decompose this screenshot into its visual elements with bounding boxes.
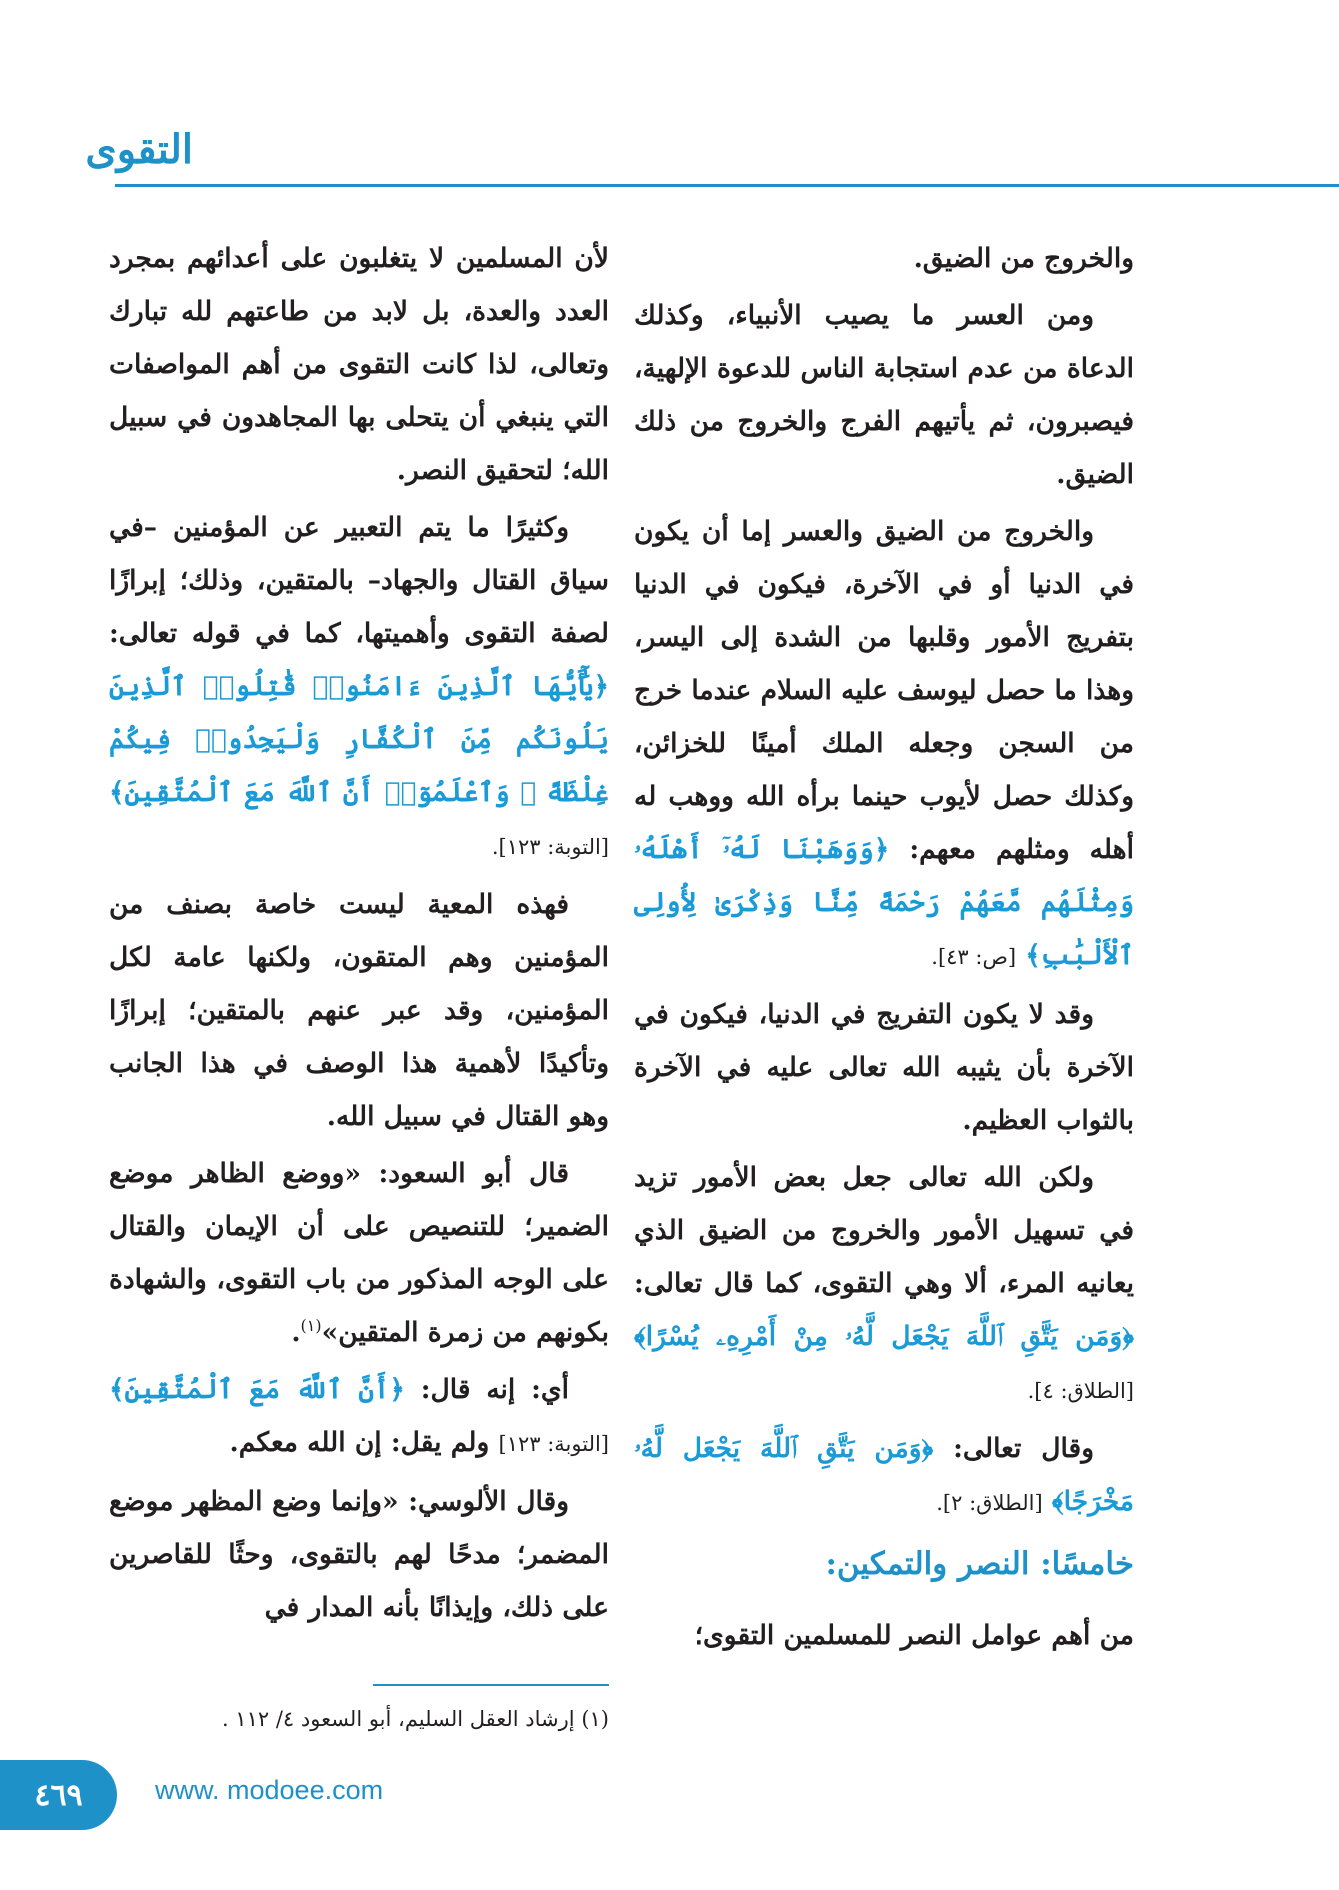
paragraph: ومن العسر ما يصيب الأنبياء، وكذلك الدعاة من عدم استجابة الناس للدعوة الإلهية، فيصبرون، ثم يأتيهم الفرج والخروج من ذلك الضيق. (634, 300, 1134, 490)
quran-verse: ﴿وَمَن يَتَّقِ ٱللَّهَ يَجْعَل لَّهُۥ مِنْ أَمْرِهِۦ يُسْرًا﴾ (634, 1321, 1134, 1352)
paragraph (634, 1422, 1134, 1530)
quran-verse: ﴿وَوَهَبْنَا لَهُۥٓ أَهْلَهُۥ وَمِثْلَهُم مَّعَهُمْ رَحْمَةً مِّنَّا وَذِكْرَىٰ لِأُولِى ٱلْأَلْبَٰبِ﴾ (634, 834, 1134, 971)
paragraph-text: أي: إنه قال: (420, 1374, 569, 1405)
paragraph: من أهم عوامل النصر للمسلمين التقوى؛ (694, 1620, 1134, 1651)
page-number-badge: ٤٦٩ (0, 1760, 117, 1830)
paragraph-end: ولم يقل: إن الله معكم. (229, 1427, 490, 1458)
paragraph-text: ولكن الله تعالى جعل بعض الأمور تزيد في تسهيل الأمور والخروج من الضيق الذي يعانيه المرء، ألا وهي التقوى، كما قال تعالى: (634, 1162, 1134, 1299)
paragraph: والخروج من الضيق. (913, 243, 1134, 274)
section-heading: خامسًا: النصر والتمكين: (825, 1546, 1134, 1582)
paragraph (109, 1147, 609, 1359)
verse-reference: [الطلاق: ٢]. (936, 1491, 1043, 1515)
verse-reference: [ص: ٤٣]. (931, 945, 1017, 969)
footnote (109, 1702, 609, 1736)
paragraph-text: والخروج من الضيق والعسر إما أن يكون في الدنيا أو في الآخرة، فيكون في الدنيا بتفريج الأمور وقلبها من الشدة إلى اليسر، وهذا ما حصل ليوسف عليه السلام عندما خرج من السجن وجعله الملك أمينًا للخزائن، وكذلك حصل لأيوب حينما برأه الله ووهب له أهله ومثلهم معهم: (634, 516, 1135, 865)
left-column (109, 232, 609, 1638)
paragraph (634, 1151, 1134, 1418)
paragraph (634, 505, 1134, 984)
quran-verse: ﴿أَنَّ ٱللَّهَ مَعَ ٱلْمُتَّقِينَ﴾ (109, 1374, 405, 1405)
verse-reference: [الطلاق: ٤]. (1027, 1379, 1134, 1403)
paragraph: لأن المسلمين لا يتغلبون على أعدائهم بمجرد العدد والعدة، بل لابد من طاعتهم لله تبارك وتعالى، لذا كانت التقوى من أهم المواصفات التي ينبغي أن يتحلى بها المجاهدون في سبيل الله؛ لتحقيق النصر. (109, 243, 609, 486)
paragraph: فهذه المعية ليست خاصة بصنف من المؤمنين وهم المتقون، ولكنها عامة لكل المؤمنين، وقد عبر عنهم بالمتقين؛ إبرازًا وتأكيدًا لأهمية هذا الوصف في هذا الجانب وهو القتال في سبيل الله. (109, 889, 609, 1132)
page-header (85, 118, 1339, 187)
paragraph (109, 501, 609, 874)
paragraph (109, 1363, 609, 1471)
footnote-text: إرشاد العقل السليم، أبو السعود ٤/ ١١٢ . (221, 1707, 575, 1731)
quran-verse: ﴿وَمَن يَتَّقِ ٱللَّهَ يَجْعَل لَّهُۥ مَخْرَجًا﴾ (634, 1433, 1134, 1517)
paragraph-end: . (291, 1317, 301, 1348)
footnote-divider (373, 1684, 609, 1686)
quran-verse: ﴿يَٰٓأَيُّهَا ٱلَّذِينَ ءَامَنُوا۟ قَٰتِلُوا۟ ٱلَّذِينَ يَلُونَكُم مِّنَ ٱلْكُفَّارِ وَلْيَجِدُوا۟ فِيكُمْ غِلْظَةً ۚ وَٱعْلَمُوٓا۟ أَنَّ ٱللَّهَ مَعَ ٱلْمُتَّقِينَ﴾ (109, 671, 609, 808)
footnote-number: (١) (581, 1707, 609, 1731)
paragraph: وقال الألوسي: «وإنما وضع المظهر موضع المضمر؛ مدحًا لهم بالتقوى، وحثًا للقاصرين على ذلك، وإيذانًا بأنه المدار في (109, 1486, 609, 1623)
verse-reference: [التوبة: ١٢٣]. (491, 835, 609, 859)
paragraph-text: وكثيرًا ما يتم التعبير عن المؤمنين –في سياق القتال والجهاد– بالمتقين، وذلك؛ إبرازًا لصفة التقوى وأهميتها، كما في قوله تعالى: (109, 512, 609, 649)
paragraph-text: وقال تعالى: (953, 1433, 1094, 1464)
paragraph-text: قال أبو السعود: «ووضع الظاهر موضع الضمير؛ للتنصيص على أن الإيمان والقتال على الوجه المذكور من باب التقوى، والشهادة بكونهم من زمرة المتقين» (109, 1158, 609, 1348)
header-title: التقوى (85, 126, 193, 173)
footnote-marker[interactable]: (١) (300, 1316, 322, 1336)
paragraph: وقد لا يكون التفريج في الدنيا، فيكون في الآخرة بأن يثيبه الله تعالى عليه في الآخرة بالثواب العظيم. (634, 999, 1134, 1136)
website-link[interactable]: www. modoee.com (155, 1775, 384, 1805)
right-column (634, 232, 1134, 1666)
verse-reference: [التوبة: ١٢٣] (498, 1432, 609, 1456)
